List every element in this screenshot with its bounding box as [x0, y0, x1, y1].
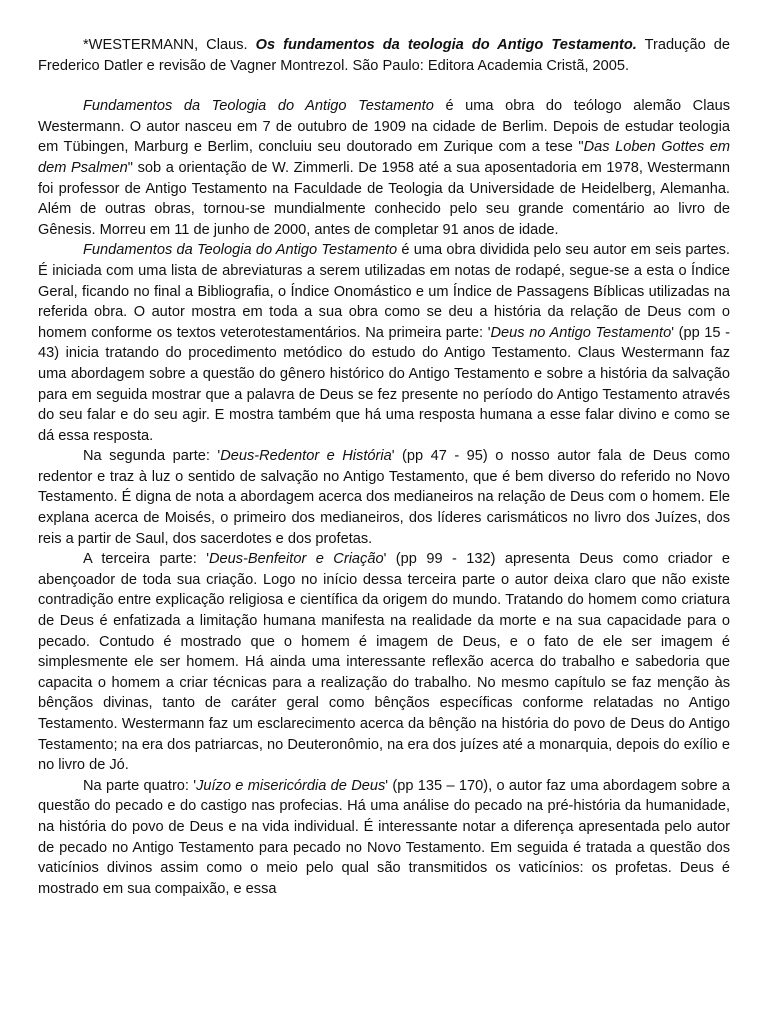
- part-title: Deus-Redentor e História: [220, 448, 392, 465]
- citation-paragraph: [38, 35, 730, 76]
- paragraph-text: ' (pp 135 – 170), o autor faz uma abordagem sobre a questão do pecado e do castigo nas profecias. Há uma análise do pecado na pré-história da humanidade, na história do povo de Deus e na vida individual. É interessante notar a diferença apresentada pelo autor de pecado no Antigo Testamento para pecado no Novo Testamento. Em seguida é tratada a questão dos vaticínios divinos assim como o meio pelo qual são transmitidos os vaticínios: os profetas. Deus é mostrado em sua compaixão, e essa: [38, 777, 730, 897]
- paragraph-text: ' (pp 47 - 95) o nosso autor fala de Deus como redentor e traz à luz o sentido de salvação no Antigo Testamento, que é bem diverso do referido no Novo Testamento. É digna de nota a abordagem acerca dos medianeiros na relação de Deus com o homem. Ele explana acerca de Moisés, o primeiro dos medianeiros, dos líderes carismáticos no livro dos Juízes, dos reis a partir de Saul, dos sacerdotes e dos profetas.: [38, 448, 730, 547]
- part-title: Juízo e misericórdia de Deus: [196, 777, 386, 794]
- book-title: Fundamentos da Teologia do Antigo Testamento: [83, 98, 434, 115]
- paragraph-text: é uma obra do teólogo alemão Claus Westermann. O autor nasceu em 7 de outubro de 1909 na cidade de Berlim. Depois de estudar teologia em Tübingen, Marburg e Berlim, concluiu seu doutorado em Zurique com a tese ": [38, 98, 730, 156]
- part-title: Deus no Antigo Testamento: [490, 324, 672, 341]
- paragraph-text: é uma obra dividida pelo seu autor em seis partes. É iniciada com uma lista de abreviaturas a serem utilizadas em notas de rodapé, segue-se a esta o Índice Geral, ficando no final a Bibliografia, o Índice Onomástico e um Índice de Passagens Bíblicas utilizadas na referida obra. O autor mostra em toda a sua obra como se deu a história da relação de Deus com o homem conforme os textos veterotestamentários. Na primeira parte: ': [38, 242, 730, 341]
- citation-title: Os fundamentos da teologia do Antigo Testamento.: [255, 37, 637, 53]
- book-title: Fundamentos da Teologia do Antigo Testamento: [83, 242, 398, 259]
- paragraph-part-three: [38, 549, 730, 776]
- paragraph-intro: [38, 96, 730, 240]
- paragraph-text: Na parte quatro: ': [83, 777, 197, 794]
- paragraph-structure: [38, 240, 730, 446]
- paragraph-text: " sob a orientação de W. Zimmerli. De 1958 até a sua aposentadoria em 1978, Westermann foi professor de Antigo Testamento na Faculdade de Teologia da Universidade de Heidelberg, Alemanha. Além de outras obras, tornou-se mundialmente conhecido pelo seu grande comentário ao livro de Gênesis. Morreu em 11 de junho de 2000, antes de completar 91 anos de idade.: [38, 159, 730, 238]
- paragraph-part-four: [38, 776, 730, 900]
- part-title: Deus-Benfeitor e Criação: [208, 551, 384, 568]
- paragraph-text: ' (pp 15 - 43) inicia tratando do procedimento metódico do estudo do Antigo Testamento. Claus Westermann faz uma abordagem sobre a questão do gênero histórico do Antigo Testamento e sobre a história da salvação para em seguida mostrar que a palavra de Deus se fez presente no período do Antigo Testamento através do seu falar e do seu agir. E mostra também que há uma resposta humana a esse falar divino e como se dá essa resposta.: [38, 324, 730, 444]
- thesis-title: Das Loben Gottes em dem Psalmen: [38, 139, 730, 176]
- paragraph-text: A terceira parte: ': [83, 551, 209, 568]
- paragraph-text: Na segunda parte: ': [83, 448, 221, 465]
- paragraph-text: ' (pp 99 - 132) apresenta Deus como criador e abençoador de toda sua criação. Logo no início dessa terceira parte o autor deixa claro que não existe contradição entre explicação religiosa e científica da origem do mundo. Tratando do homem como criatura de Deus é enfatizada a limitação humana manifesta na realidade da morte e na sua capacidade para o pecado. Contudo é mostrado que o homem é imagem de Deus, e o fato de ele ser imagem é simplesmente ele ser homem. Há ainda uma interessante reflexão acerca do trabalho e sabedoria que capacita o homem a criar técnicas para a realização do trabalho. No mesmo capítulo se faz menção às bênçãos divinas, tanto de caráter geral como bênçãos específicas conforme relatadas no Antigo Testamento. Westermann faz um esclarecimento acerca da bênção na história do povo de Deus do Antigo Testamento; na era dos patriarcas, no Deuteronômio, na era dos juízes até a monarquia, depois do exílio e no livro de Jó.: [38, 551, 731, 774]
- citation-rest: Tradução de Frederico Datler e revisão de Vagner Montrezol. São Paulo: Editora Academia Cristã, 2005.: [38, 37, 730, 74]
- citation-author: *WESTERMANN, Claus.: [83, 37, 248, 53]
- paragraph-part-two: [38, 446, 730, 549]
